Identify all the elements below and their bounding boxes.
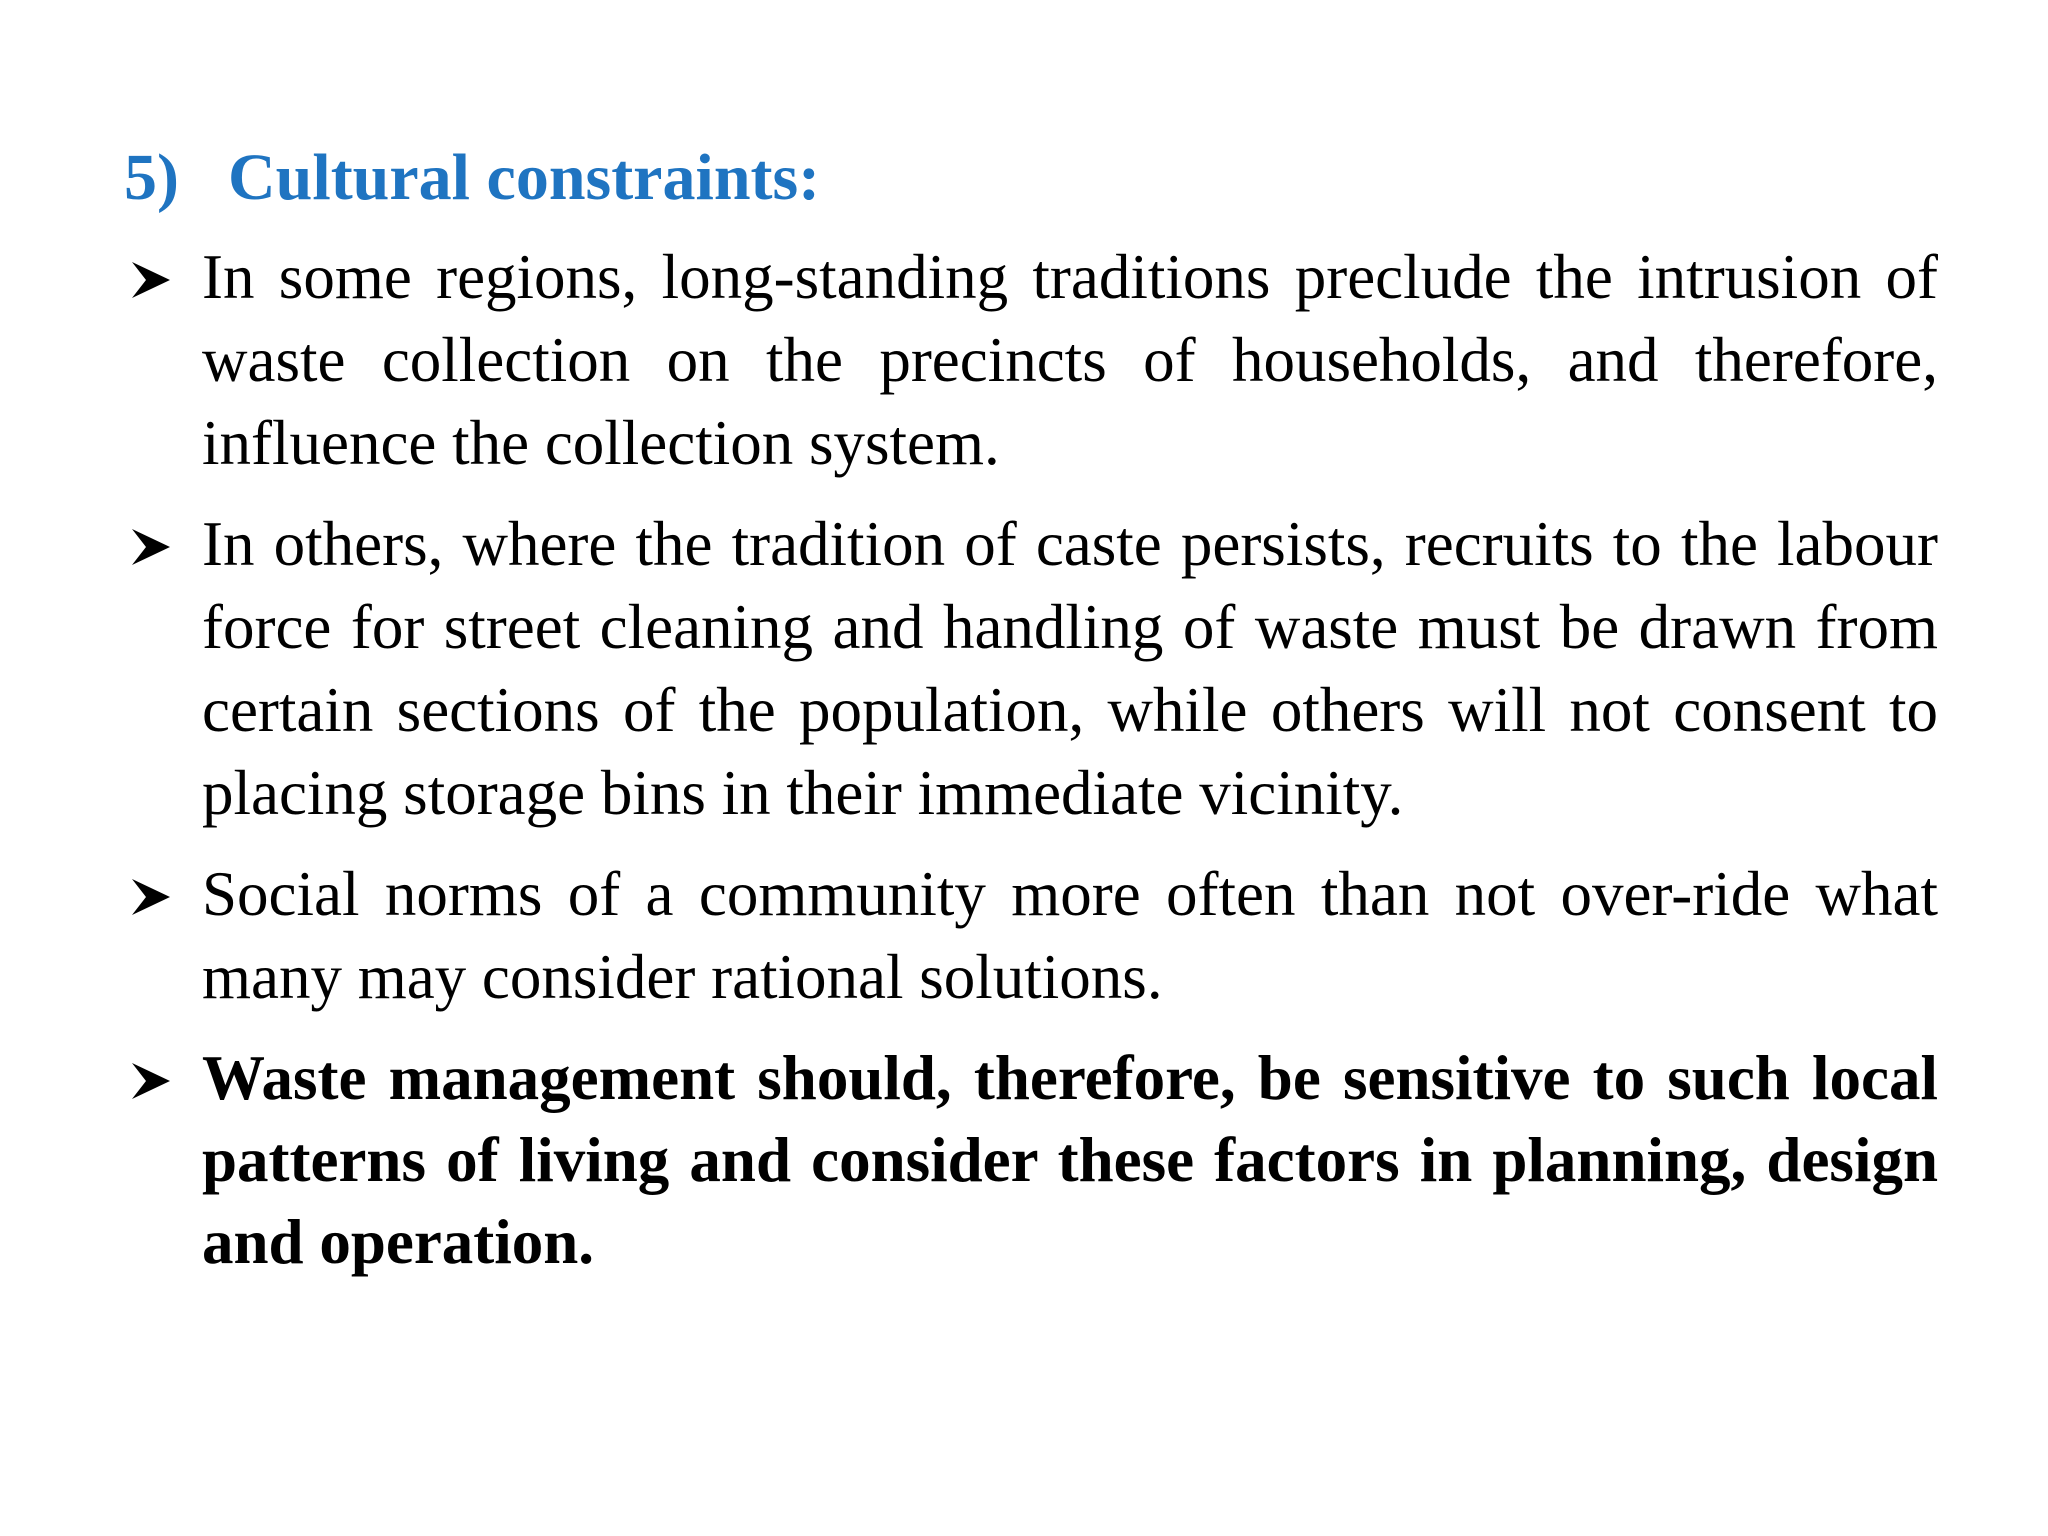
bullet-text: In some regions, long-standing traditions preclude the intrusion of waste collection on the precincts of households, and therefore, influence the collection system. [202, 242, 1938, 478]
section-number: 5) [124, 141, 179, 214]
bullet-text: Social norms of a community more often than not over-ride what many may consider rational solutions. [202, 859, 1938, 1012]
bullet-list [128, 236, 1938, 1301]
bullet-text: In others, where the tradition of caste persists, recruits to the labour force for street cleaning and handling of waste must be drawn from certain sections of the population, while others will not consent to placing storage bins in their immediate vicinity. [202, 509, 1938, 828]
bullet-item-caste [128, 503, 1938, 835]
arrow-bullet-icon [128, 527, 172, 567]
arrow-bullet-icon [128, 1061, 172, 1101]
bullet-text: Waste management should, therefore, be sensitive to such local patterns of living and consider these factors in planning, design and operation. [202, 1043, 1938, 1277]
arrow-bullet-icon [128, 260, 172, 300]
section-title: Cultural constraints: [228, 141, 821, 214]
arrow-bullet-icon [128, 877, 172, 917]
bullet-item-traditions [128, 236, 1938, 485]
bullet-item-conclusion [128, 1037, 1938, 1283]
bullet-item-social-norms [128, 853, 1938, 1019]
section-heading [124, 138, 820, 218]
